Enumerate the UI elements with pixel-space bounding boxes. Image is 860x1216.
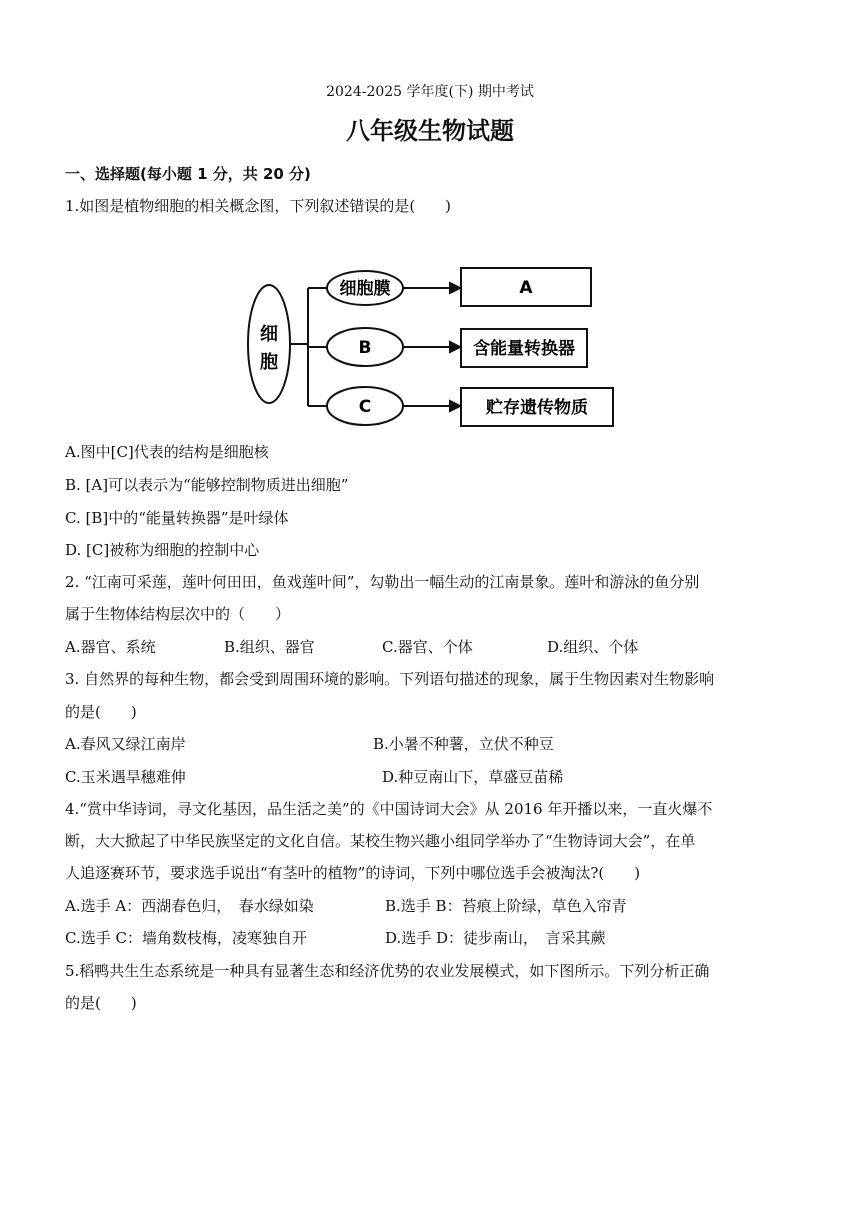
diagram-cell-char-1: 细 xyxy=(260,324,278,345)
diagram-box-a-label: A xyxy=(519,278,533,298)
question-1-option-c: C. [B]中的“能量转换器”是叶绿体 xyxy=(65,509,289,527)
question-3-stem-line-1: 3. 自然界的每种生物，都会受到周围环境的影响。下列语句描述的现象，属于生物因素对生物影响 xyxy=(65,670,715,688)
diagram-box-b-label: 含能量转换器 xyxy=(473,339,575,359)
question-2-stem-line-2: 属于生物体结构层次中的（ ） xyxy=(65,605,291,623)
question-2-option-a: A.器官、系统 xyxy=(65,638,156,656)
question-3-option-b: B.小暑不种薯，立伏不种豆 xyxy=(373,735,554,753)
exam-subtitle: 2024-2025 学年度(下) 期中考试 xyxy=(326,84,534,100)
section-heading: 一、选择题(每小题 1 分，共 20 分) xyxy=(65,165,311,183)
diagram-node-b-label: B xyxy=(358,338,372,358)
question-1-stem: 1.如图是植物细胞的相关概念图，下列叙述错误的是( ) xyxy=(65,197,452,215)
diagram-cell-char-2: 胞 xyxy=(260,352,278,373)
question-2-option-c: C.器官、个体 xyxy=(382,638,473,656)
diagram-box-c-label: 贮存遗传物质 xyxy=(486,398,588,418)
question-1-option-b: B. [A]可以表示为“能够控制物质进出细胞” xyxy=(65,476,349,494)
question-4-option-c: C.选手 C：墙角数枝梅，凌寒独自开 xyxy=(65,929,307,947)
question-4-option-d: D.选手 D：徒步南山， 言采其蕨 xyxy=(385,929,606,947)
question-4-stem-line-1: 4.“赏中华诗词，寻文化基因，品生活之美”的《中国诗词大会》从 2016 年开播以来，一直火爆不 xyxy=(65,800,713,818)
page-title: 八年级生物试题 xyxy=(346,117,514,145)
question-2-stem-line-1: 2. “江南可采莲，莲叶何田田，鱼戏莲叶间”，勾勒出一幅生动的江南景象。莲叶和游泳的鱼分别 xyxy=(65,573,700,591)
question-1-option-a: A.图中[C]代表的结构是细胞核 xyxy=(65,443,269,461)
question-3-option-a: A.春风又绿江南岸 xyxy=(65,735,186,753)
question-4-option-a: A.选手 A：西湖春色归， 春水绿如染 xyxy=(65,897,314,915)
question-3-option-d: D.种豆南山下，草盛豆苗稀 xyxy=(382,768,564,786)
question-2-option-b: B.组织、器官 xyxy=(224,638,315,656)
diagram-node-c-label: C xyxy=(358,397,372,417)
question-4-stem-line-2: 断，大大掀起了中华民族坚定的文化自信。某校生物兴趣小组同学举办了“生物诗词大会”，在单 xyxy=(65,832,696,850)
diagram-bracket xyxy=(290,288,328,406)
question-5-stem-line-2: 的是( ) xyxy=(65,994,137,1012)
question-5-stem-line-1: 5.稻鸭共生生态系统是一种具有显著生态和经济优势的农业发展模式，如下图所示。下列分析正确 xyxy=(65,962,710,980)
diagram-arrows xyxy=(403,283,460,411)
cell-concept-diagram xyxy=(240,258,620,430)
question-2-option-d: D.组织、个体 xyxy=(547,638,639,656)
question-4-stem-line-3: 人追逐赛环节，要求选手说出“有茎叶的植物”的诗词，下列中哪位选手会被淘汰?( ) xyxy=(65,864,641,882)
question-3-option-c: C.玉米遇旱穗难伸 xyxy=(65,768,186,786)
diagram-node-membrane-label: 细胞膜 xyxy=(339,279,391,299)
question-1-option-d: D. [C]被称为细胞的控制中心 xyxy=(65,541,260,559)
question-3-stem-line-2: 的是( ) xyxy=(65,703,137,721)
question-4-option-b: B.选手 B：苔痕上阶绿，草色入帘青 xyxy=(385,897,627,915)
